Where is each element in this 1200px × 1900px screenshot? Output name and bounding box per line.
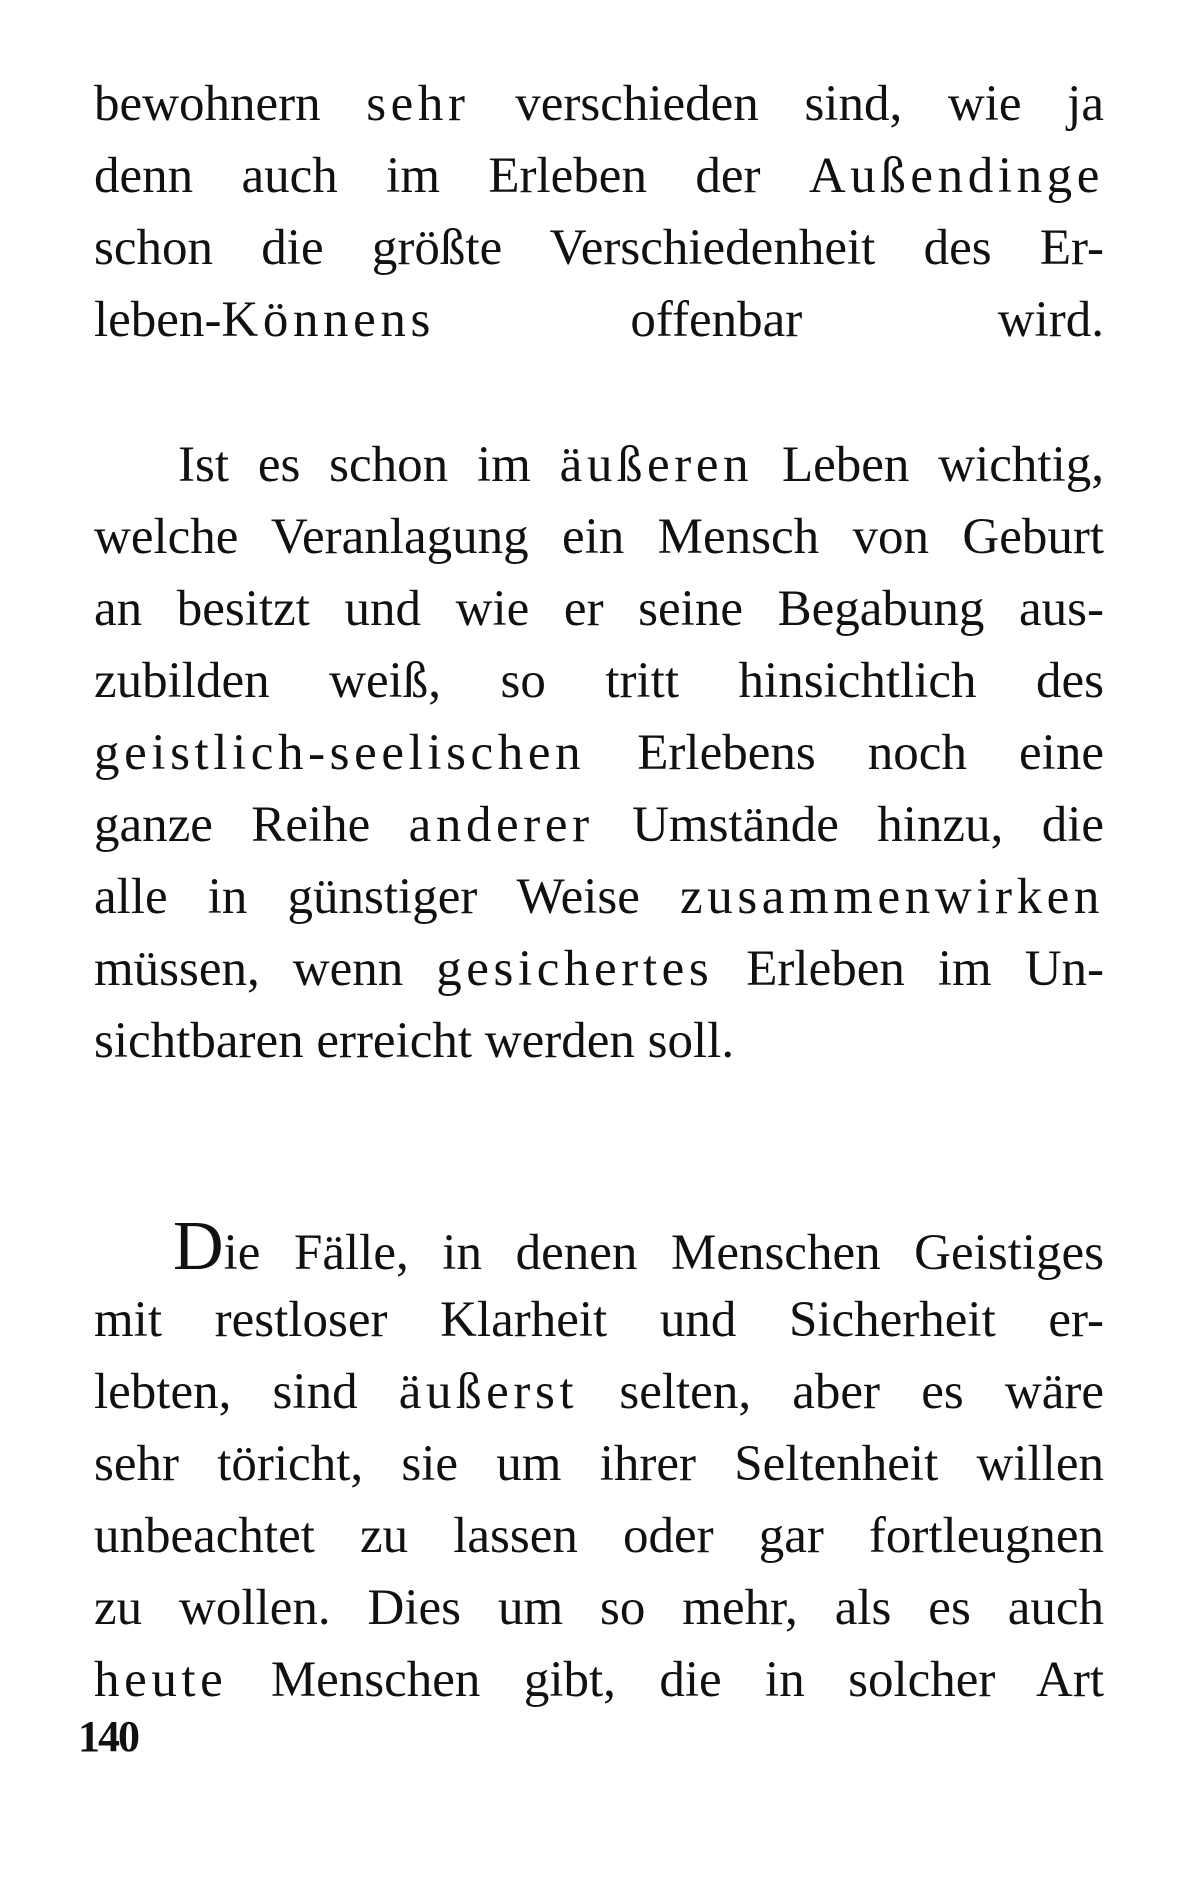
text-segment: Erlebens noch eine <box>585 725 1104 781</box>
initial-letter: D <box>173 1208 224 1285</box>
text-segment: leben- <box>94 292 222 348</box>
spaced-text: Könnens <box>221 292 435 348</box>
text-line <box>94 573 1104 645</box>
text-line <box>94 212 1104 284</box>
text-line <box>94 1284 1104 1356</box>
text-line <box>94 1428 1104 1500</box>
text-segment: selten, aber es wäre <box>578 1364 1104 1420</box>
spaced-text: geistlich-seelischen <box>94 725 586 781</box>
text-segment: denn auch im Erleben der <box>94 148 809 204</box>
paragraph <box>94 68 1104 356</box>
text-segment: welche Veranlagung ein Mensch von Geburt <box>94 509 1104 565</box>
text-segment: lebten, sind <box>94 1364 399 1420</box>
spaced-text: anderer <box>408 797 594 853</box>
spaced-text: Außendinge <box>808 148 1104 204</box>
text-line <box>94 1005 1104 1077</box>
text-segment: zu wollen. Dies um so mehr, als es auch <box>94 1580 1104 1636</box>
text-line <box>94 645 1104 717</box>
text-line <box>94 1572 1104 1644</box>
text-segment: sichtbaren erreicht werden soll. <box>94 1013 735 1069</box>
spaced-text: gesichertes <box>436 941 714 997</box>
text-segment: ie Fälle, in denen Menschen Geistiges <box>223 1225 1104 1281</box>
text-segment: Umstände hinzu, die <box>593 797 1104 853</box>
text-segment: Leben wichtig, <box>753 437 1104 493</box>
text-line <box>94 1356 1104 1428</box>
text-segment: Ist es schon im <box>178 437 560 493</box>
text-line <box>94 1208 1104 1285</box>
text-segment: Menschen gibt, die in solcher Art <box>227 1652 1104 1708</box>
paragraph <box>94 1208 1104 1716</box>
text-segment: mit restloser Klarheit und Sicherheit er- <box>94 1292 1104 1348</box>
page-number: 140 <box>78 1712 138 1761</box>
text-segment: schon die größte Verschiedenheit des Er- <box>94 220 1104 276</box>
text-segment: an besitzt und wie er seine Begabung aus- <box>94 581 1104 637</box>
text-segment: sehr töricht, sie um ihrer Seltenheit willen <box>94 1436 1104 1492</box>
text-line <box>94 861 1104 933</box>
text-line <box>94 933 1104 1005</box>
text-line <box>94 284 1104 356</box>
text-segment: alle in günstiger Weise <box>94 869 681 925</box>
spaced-text: sehr <box>366 76 470 132</box>
text-line <box>94 429 1104 501</box>
text-segment: müssen, wenn <box>94 941 437 997</box>
text-segment: verschieden sind, wie ja <box>469 76 1104 132</box>
spaced-text: äußerst <box>398 1364 579 1420</box>
text-line <box>94 1644 1104 1716</box>
text-segment: ganze Reihe <box>94 797 409 853</box>
spaced-text: zusammenwirken <box>680 869 1104 925</box>
text-segment <box>173 1208 1104 1285</box>
text-line <box>94 68 1104 140</box>
text-segment: offenbar wird. <box>434 292 1104 348</box>
text-segment: zubilden weiß, so tritt hinsichtlich des <box>94 653 1104 709</box>
text-line <box>94 501 1104 573</box>
paragraph <box>94 429 1104 1077</box>
text-line <box>94 140 1104 212</box>
spaced-text: äußeren <box>559 437 754 493</box>
text-segment: Erleben im Un- <box>713 941 1105 997</box>
text-segment: bewohnern <box>94 76 367 132</box>
text-line <box>94 717 1104 789</box>
text-segment: unbeachtet zu lassen oder gar fortleugnen <box>94 1508 1104 1564</box>
text-line <box>94 1500 1104 1572</box>
text-line <box>94 789 1104 861</box>
spaced-text: heute <box>94 1652 228 1708</box>
